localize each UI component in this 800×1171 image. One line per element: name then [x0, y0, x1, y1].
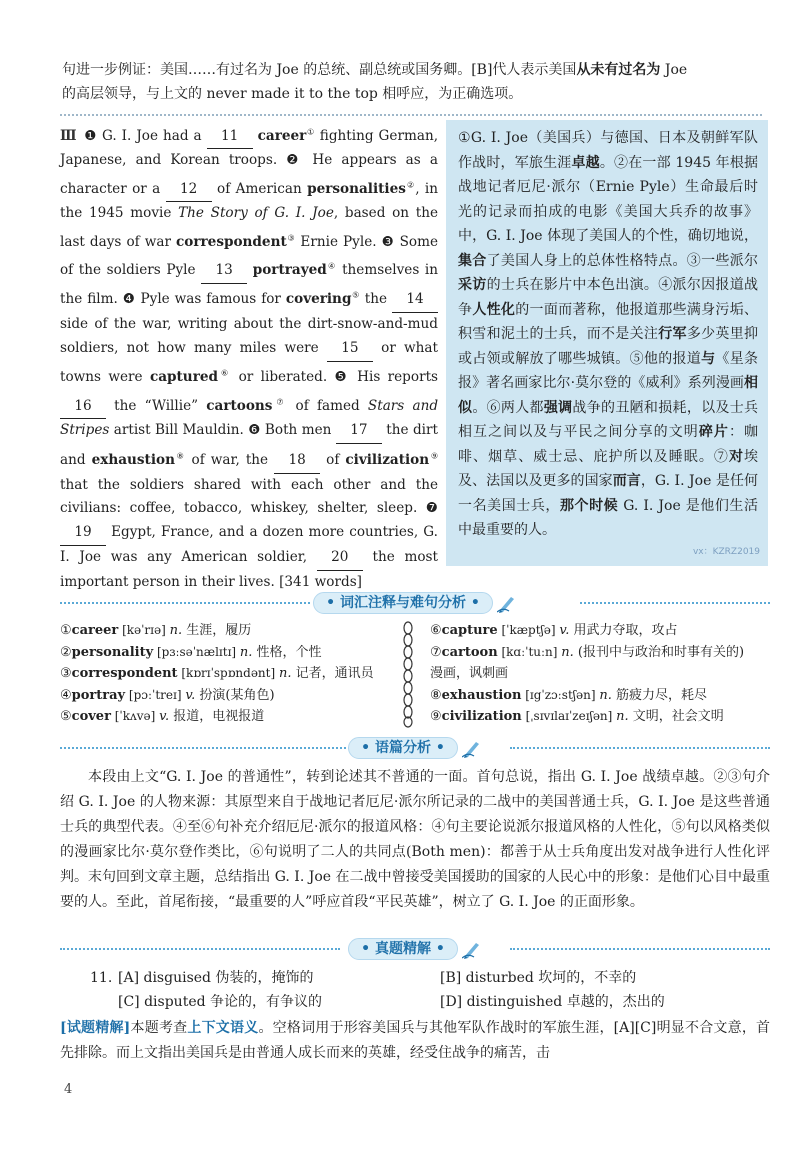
passage-text: , based on the last days of war [60, 205, 438, 250]
keyword: career① [257, 127, 315, 144]
passage-text: ❶ G. I. Joe had a [84, 127, 207, 144]
blank-17: 17 [336, 419, 382, 444]
option-d: [D] distinguished 卓越的，杰出的 [440, 994, 665, 1010]
blank-19: 19 [60, 521, 106, 546]
translation-text: 战争的丑陋和损耗，以及士兵相互之间以及与平民之间分享的文明 [458, 399, 759, 440]
pen-icon [462, 738, 482, 758]
vocab-item: ⑧exhaustion [ɪgˈzɔːstʃən] n. 筋疲力尽，耗尽 [430, 687, 708, 703]
vocab-item: ②personality [pɜːsəˈnælɪtɪ] n. 性格，个性 [60, 644, 322, 660]
translation-panel [446, 120, 768, 566]
keyword: civilization⑨ [345, 451, 439, 468]
translation-text: 埃及、法国以及更多的国家 [458, 448, 759, 489]
translation-keyword: 行军 [658, 326, 687, 342]
blank-18: 18 [274, 449, 320, 474]
blank-12: 12 [166, 178, 212, 203]
passage-text: , in the 1945 movie [60, 180, 438, 222]
keyword: exhaustion⑧ [91, 451, 186, 468]
keyword: portrayed④ [252, 261, 337, 279]
vocab-column-right [430, 620, 770, 728]
vocab-item: ⑤cover [ˈkʌvə] v. 报道，电视报道 [60, 709, 265, 724]
passage-text: of war, the [185, 451, 275, 468]
passage-text: of [320, 451, 346, 468]
intro-paragraph: 句进一步例证：美国……有过名为 Joe 的总统、副总统或国务卿。[B]代人表示美国从未有过名为 Joe 的高层领导，与上文的 never made it to the top 相呼应，为正确选项。 [62, 62, 688, 102]
vocab-column-left [60, 620, 390, 728]
zhenti-section-heading: • 真题精解 • [60, 938, 770, 960]
translation-keyword: 卓越 [571, 154, 600, 171]
translation-text: 《星条报》著名画家比尔·莫尔登的《威利》系列漫画 [458, 350, 759, 391]
blank-11: 11 [207, 125, 253, 150]
passage-text: side of the war, writing about the dirt-snow-and-mud soldiers, not how many miles were [60, 316, 438, 357]
divider [60, 114, 762, 116]
translation-text: ，G. I. Joe 是任何一名美国士兵， [458, 473, 759, 514]
analysis-section-heading: • 语篇分析 • [60, 737, 770, 759]
passage-text: the dirt and [60, 422, 438, 468]
chain-divider-icon [400, 620, 416, 728]
keyword: captured⑥ [149, 368, 232, 386]
translation-keyword: 人性化 [472, 301, 516, 318]
passage-text: that the soldiers shared with each other and the civilians: coffee, tobacco, whiskey, shelter, sleep. ❼ [60, 476, 438, 517]
title-italic: Stars and Stripes [60, 397, 439, 439]
passage-text: of famed [287, 397, 368, 414]
vocab-section-heading: • 词汇注释与难句分析 • [60, 592, 770, 614]
option-a: [A] disguised 伪装的，掩饰的 [118, 970, 314, 986]
translation-keyword: 那个时候 [559, 497, 619, 514]
vocab-item: ⑥capture [ˈkæptʃə] v. 用武力夺取，攻占 [430, 623, 678, 638]
blank-16: 16 [60, 395, 106, 420]
discourse-analysis: 本段由上文“G. I. Joe 的普通性”，转到论述其不普通的一面。首句总说，指出 G. I. Joe 战绩卓越。②③句介绍 G. I. Joe 的人物来源：其原型来自于战地记者厄尼·派尔所记录的二战中的美国普通士兵，G. I. Joe 是这些普通士兵的典型代表。④至⑥句补充介绍厄尼·派尔的报道风格：④句主要论说派尔报道风格的人性化，⑤句以风格类似的漫画家比尔·莫尔登作类比，⑥句说明了二人的共同点(Both men)：都善于从士兵角度出发对战争进行人性化评判。末句回到文章主题，总结指出 G. I. Joe 在二战中曾接受美国援助的国家的人民心中的形象：是他们心目中最重要的人。至此，首尾衔接，“最重要的人”呼应首段“平民英雄”，树立了 G. I. Joe 的正面形象。 [60, 769, 770, 910]
translation-keyword: 集合 [458, 252, 487, 269]
pen-icon [462, 939, 482, 959]
section-roman-numeral: Ⅲ [60, 127, 78, 144]
translation-keyword: 而言 [612, 473, 641, 489]
passage-text: themselves in the film. ❹ Pyle was famous for [60, 262, 439, 308]
title-italic: The Story of G. I. Joe [178, 205, 334, 222]
passage-text: or liberated. ❺ His reports [231, 369, 439, 386]
passage-text: the most important person in their lives. [341 words] [60, 549, 438, 590]
translation-text: ①G. I. Joe（美国兵）与德国、日本及朝鲜军队作战时，军旅生涯 [458, 130, 758, 171]
passage-text: the [359, 291, 392, 308]
passage-text: artist Bill Mauldin. ❻ Both men [109, 422, 336, 439]
translation-keyword: 碎片 [698, 424, 729, 440]
translation-keyword: 相似 [458, 375, 758, 416]
translation-keyword: 对 [728, 448, 745, 465]
translation-text: 。⑥两人都 [472, 399, 544, 416]
watermark: vx：KZRZ2019 [692, 546, 760, 557]
english-passage [60, 120, 438, 595]
blank-20: 20 [317, 546, 363, 571]
question-number: 11. [90, 970, 113, 986]
explain-tag: [试题精解] [60, 1020, 131, 1036]
blank-15: 15 [327, 337, 373, 362]
translation-text: 多少英里抑或占领或解放了哪些城镇。⑤他的报道 [458, 326, 759, 367]
vocab-item: ⑦cartoon [kɑːˈtuːn] n. (报刊中与政治和时事有关的) [430, 644, 745, 660]
translation-text: ：咖啡、烟草、威士忌、庇护所以及睡眠。⑦ [458, 424, 759, 465]
option-b: [B] disturbed 坎坷的，不幸的 [440, 970, 637, 986]
answer-explanation: [试题精解]本题考查上下文语义。空格词用于形容美国兵与其他军队作战时的军旅生涯，[A][C]明显不合文意，首先排除。而上文指出美国兵是由普通人成长而来的英雄，经受住战争的痛苦，击 [60, 1020, 771, 1061]
translation-text: G. I. Joe 是他们生活中最重要的人。 [458, 497, 759, 538]
keyword: covering⑤ [285, 290, 360, 308]
blank-13: 13 [201, 259, 247, 284]
passage-text: or what towns were [60, 340, 438, 386]
translation-text: 了美国人身上的总体性格特点。③一些派尔 [486, 252, 759, 269]
passage-text: Ernie Pyle. ❸ Some of the soldiers Pyle [60, 233, 439, 279]
translation-keyword: 与 [701, 350, 716, 367]
translation-text: 的士兵在影片中本色出演。④派尔因报道战争 [458, 277, 759, 318]
vocab-item: 漫画，讽刺画 [430, 666, 509, 681]
translation-text: 的一面而著称，他报道那些满身污垢、积雪和泥土的士兵，而不是关注 [458, 301, 759, 342]
passage-text: the “Willie” [106, 397, 207, 414]
translation-keyword: 强调 [543, 399, 573, 416]
keyword: personalities② [307, 180, 416, 197]
keyword: cartoons⑦ [206, 397, 288, 414]
passage-text: fighting German, Japanese, and Korean troops. ❷ He appears as a character or a [60, 127, 439, 197]
passage-text: Egypt, France, and a dozen more countries, G. I. Joe was any American soldier, [60, 524, 438, 565]
keyword: correspondent③ [176, 233, 296, 250]
vocab-item: ④portray [pɔːˈtreɪ] v. 扮演(某角色) [60, 687, 275, 703]
blank-14: 14 [392, 288, 438, 313]
passage-text: of American [211, 180, 308, 197]
vocab-item: ③correspondent [kɒrɪˈspɒndənt] n. 记者，通讯员 [60, 666, 374, 681]
option-c: [C] disputed 争论的，有争议的 [118, 994, 323, 1010]
translation-text: 。②在一部 1945 年根据战地记者厄尼·派尔（Ernie Pyle）生命最后时光的记录而拍成的电影《美国大兵乔的故事》中，G. I. Joe 体现了美国人的个性，确切地说， [458, 154, 759, 244]
vocab-item: ①career [kəˈrɪə] n. 生涯，履历 [60, 623, 252, 638]
vocab-item: ⑨civilization [ˌsɪvɪlaɪˈzeɪʃən] n. 文明，社会文明 [430, 709, 724, 724]
pen-icon [497, 593, 517, 613]
translation-keyword: 采访 [458, 277, 487, 293]
page-number: 4 [64, 1082, 73, 1097]
